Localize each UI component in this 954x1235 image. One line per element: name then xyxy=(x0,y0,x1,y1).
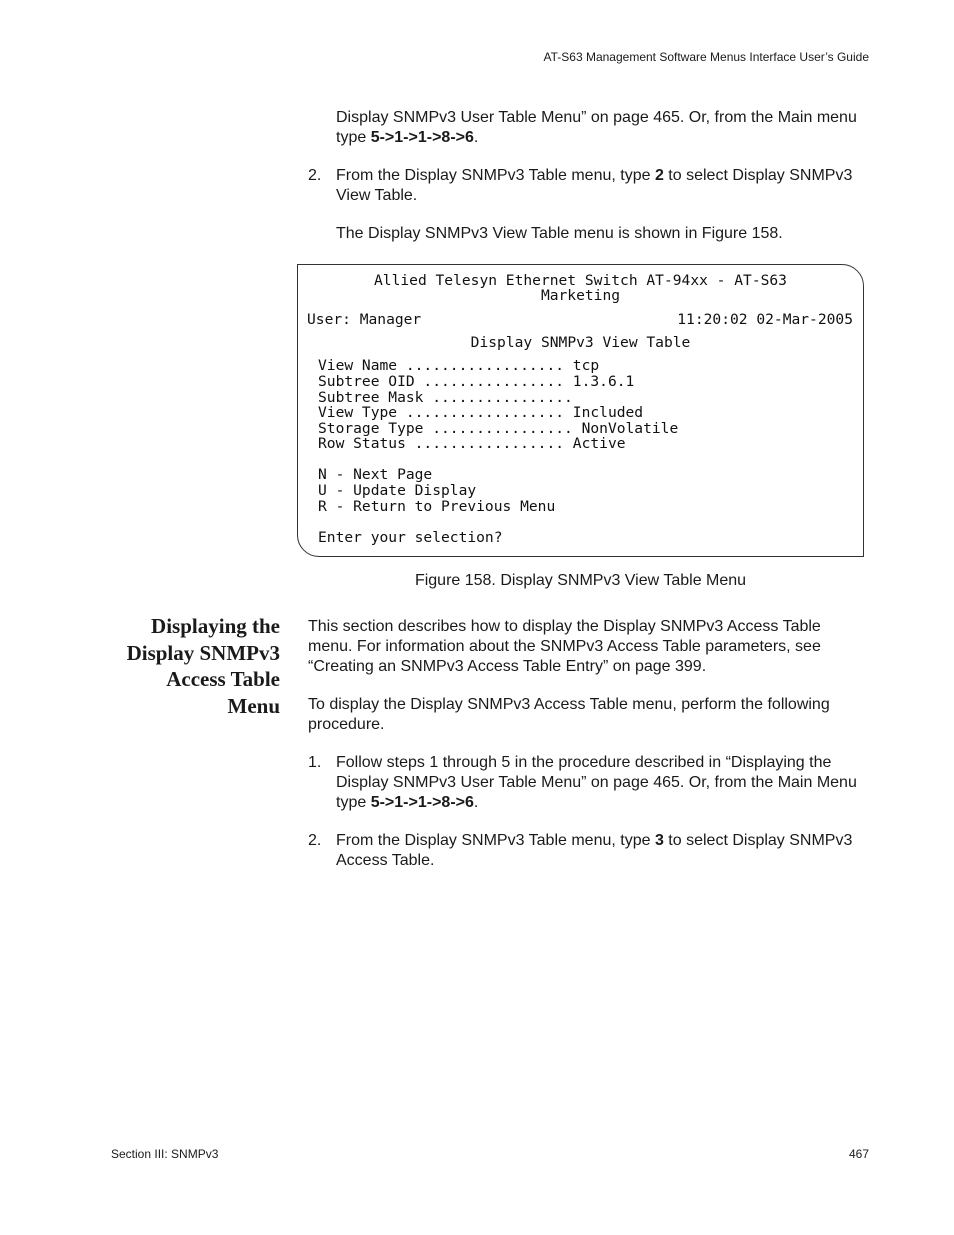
field-subtree-oid: Subtree OID ................ 1.3.6.1 xyxy=(318,373,635,390)
section-heading: Displaying the Display SNMPv3 Access Table Menu xyxy=(126,614,280,718)
step-1-follow-steps: Follow steps 1 through 5 in the procedure described in “Displaying the Display SNMPv3 User Table Menu” on page 465. Or, from the Main Menu type 5->1->1->8->6. xyxy=(336,754,857,811)
field-view-name: View Name .................. tcp xyxy=(318,357,600,374)
footer-section: Section III: SNMPv3 xyxy=(111,1147,219,1161)
terminal-user: User: Manager xyxy=(307,311,422,328)
terminal-screen xyxy=(297,264,864,557)
option-update-display: U - Update Display xyxy=(318,482,477,499)
page-number: 467 xyxy=(848,1147,869,1161)
intro-paragraph: Display SNMPv3 User Table Menu” on page 465. Or, from the Main menu type 5->1->1->8->6. xyxy=(336,109,857,146)
terminal-title: Allied Telesyn Ethernet Switch AT-94xx - AT-S63 xyxy=(374,272,787,289)
step-2-access-table: From the Display SNMPv3 Table menu, type 3 to select Display SNMPv3 Access Table. xyxy=(336,832,853,869)
step-2-view-table: From the Display SNMPv3 Table menu, type 2 to select Display SNMPv3 View Table. xyxy=(336,167,853,204)
terminal-prompt: Enter your selection? xyxy=(318,529,503,546)
option-return-previous: R - Return to Previous Menu xyxy=(318,498,556,515)
field-storage-type: Storage Type ................ NonVolatile xyxy=(318,420,679,437)
option-next-page: N - Next Page xyxy=(318,466,433,483)
procedure-intro-paragraph: To display the Display SNMPv3 Access Table menu, perform the following procedure. xyxy=(308,696,830,733)
step-number: 1. xyxy=(308,754,322,771)
figure-caption: Figure 158. Display SNMPv3 View Table Menu xyxy=(414,572,747,589)
step-number: 2. xyxy=(308,832,322,849)
menu-path: 5->1->1->8->6 xyxy=(370,129,474,146)
step-number: 2. xyxy=(308,167,322,184)
field-view-type: View Type .................. Included xyxy=(318,404,644,421)
menu-path: 5->1->1->8->6 xyxy=(370,794,474,811)
field-row-status: Row Status ................. Active xyxy=(318,435,626,452)
figure-reference: The Display SNMPv3 View Table menu is shown in Figure 158. xyxy=(336,225,783,242)
field-subtree-mask: Subtree Mask ................ xyxy=(318,389,573,406)
terminal-datetime: 11:20:02 02-Mar-2005 xyxy=(677,311,853,328)
section-intro-paragraph: This section describes how to display the Display SNMPv3 Access Table menu. For information about the SNMPv3 Access Table parameters, see “Creating an SNMPv3 Access Table Entry” on page 399. xyxy=(308,618,821,675)
terminal-menu-title: Display SNMPv3 View Table xyxy=(470,334,691,351)
terminal-system-name: Marketing xyxy=(540,287,621,304)
running-header: AT-S63 Management Software Menus Interface User’s Guide xyxy=(543,50,869,64)
